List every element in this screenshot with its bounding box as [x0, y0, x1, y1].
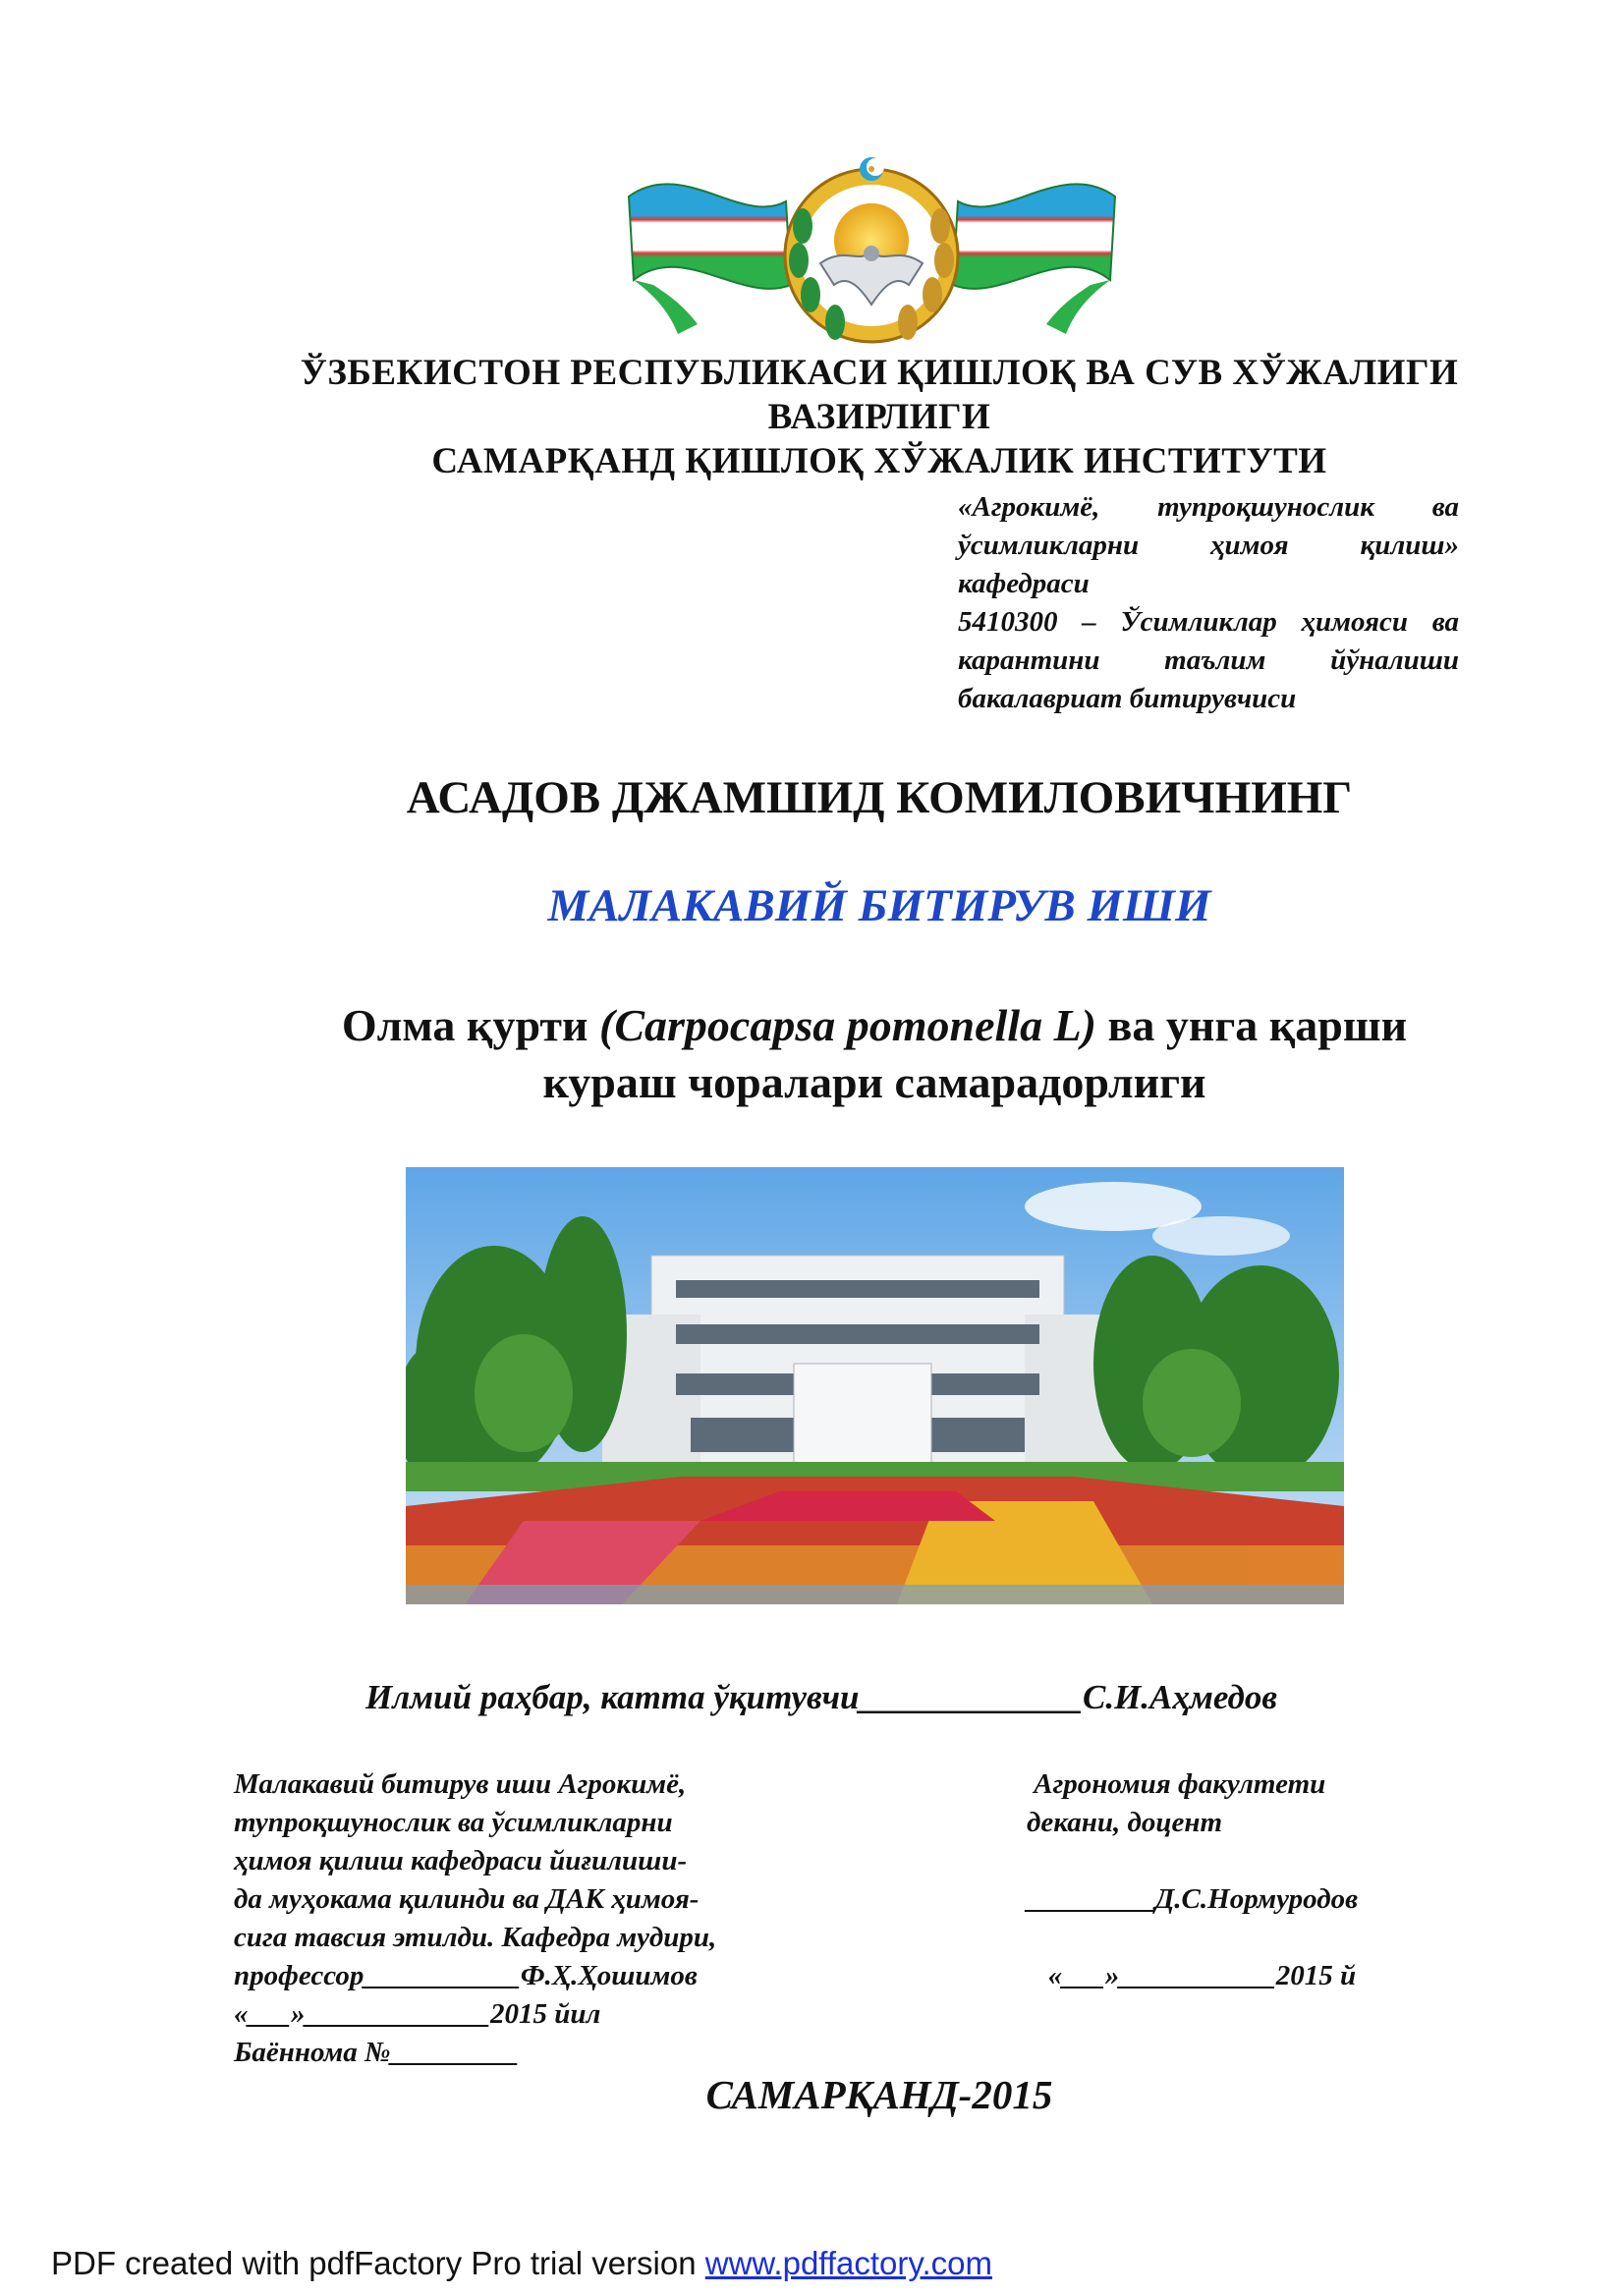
dean-line: Агрономия факултети: [1027, 1768, 1326, 1800]
footer-link[interactable]: www.pdffactory.com: [704, 2245, 992, 2281]
ministry-title-line1: ЎЗБЕКИСТОН РЕСПУБЛИКАСИ ҚИШЛОҚ ВА СУВ ХЎЖАЛИГИ: [300, 353, 1459, 393]
topic-part1: Олма қурти: [341, 1000, 600, 1050]
approval-line: профессор___________Ф.Ҳ.Ҳошимов: [234, 1960, 698, 1991]
institute-building-photo: [406, 1167, 1344, 1604]
dean-line: декани, доцент: [1027, 1807, 1223, 1838]
topic-line2: кураш чоралари самарадорлиги: [542, 1057, 1206, 1107]
department-line: кафедраси: [958, 568, 1090, 599]
thesis-topic: [236, 997, 1513, 1111]
dean-line: _________Д.С.Нормуродов: [1027, 1883, 1359, 1915]
dean-spacer: [1027, 1919, 1358, 1957]
supervisor-line: Илмий раҳбар, катта ўқитувчи_____________С.И.Аҳмедов: [365, 1678, 1278, 1716]
approval-line: «___»_____________2015 йил: [234, 1998, 601, 2030]
author-name: АСАДОВ ДЖАМШИД КОМИЛОВИЧНИНГ: [406, 772, 1353, 823]
department-line: «Агрокимё, тупроқшунослик ва: [958, 491, 1459, 523]
dean-line: «___»___________2015 й: [1027, 1960, 1357, 1991]
dean-spacer: [1027, 1842, 1358, 1880]
department-line: 5410300 – Ўсимликлар ҳимояси ва: [958, 606, 1459, 638]
topic-latin-name: (Carpocapsa pomonella L): [599, 1000, 1096, 1050]
approval-line: Баённома №_________: [234, 2037, 520, 2068]
approval-line: сига тавсия этилди. Кафедра мудири,: [234, 1922, 717, 1953]
department-line: бакалавриат битирувчиси: [958, 683, 1297, 714]
work-type-title: МАЛАКАВИЙ БИТИРУВ ИШИ: [547, 880, 1211, 931]
approval-line: ҳимоя қилиш кафедраси йиғилиши-: [234, 1845, 688, 1876]
institute-title: САМАРҚАНД ҚИШЛОҚ ХЎЖАЛИК ИНСТИТУТИ: [431, 441, 1327, 481]
city-year: САМАРҚАНД-2015: [705, 2072, 1053, 2117]
department-block: [958, 488, 1459, 718]
department-line: ўсимликларни ҳимоя қилиш»: [958, 530, 1459, 561]
department-approval-block: [234, 1765, 716, 2072]
uzbekistan-state-emblem-icon: [624, 147, 1120, 349]
ministry-title-line2: ВАЗИРЛИГИ: [767, 397, 991, 437]
pdf-footer: [51, 2245, 992, 2282]
footer-text: PDF created with pdfFactory Pro trial version: [51, 2245, 705, 2281]
approval-line: Малакавий битирув иши Агрокимё,: [234, 1768, 687, 1800]
approval-line: да муҳокама қилинди ва ДАК ҳимоя-: [234, 1883, 700, 1915]
topic-line1: [236, 997, 1513, 1054]
dean-approval-block: [1027, 1765, 1358, 1995]
department-line: карантини таълим йўналиши: [958, 644, 1459, 676]
topic-part2: ва унга қарши: [1096, 1000, 1408, 1050]
approval-line: тупроқшунослик ва ўсимликларни: [234, 1807, 673, 1838]
